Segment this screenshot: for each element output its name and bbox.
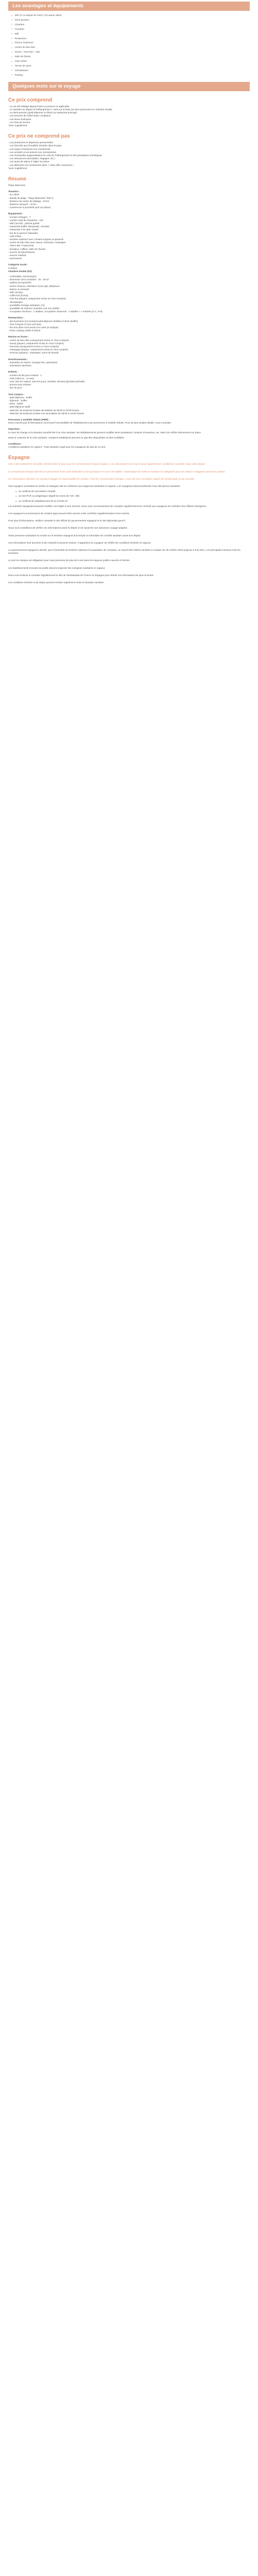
espagne-bullet: ● un certificat de rétablissement de la COVID-19 <box>15 500 250 503</box>
chambre-line: - dimension de la chambre : 25 - 29 m² <box>8 278 49 281</box>
situation-label: Situation : <box>8 190 20 193</box>
espagne-para: Les établissements recevant du public doivent respecter les consignes sanitaires en vigueur. <box>8 566 106 569</box>
enfants-line: - piscine pour enfants <box>8 383 31 386</box>
comprend-line: - Les taxes d'aéroport <box>8 117 31 121</box>
espagne-para: Ces informations sont données à titre indicatif et peuvent évoluer. Il appartient au voyageur de vérifier les conditions d'entrée en vigueur. <box>8 541 151 544</box>
advantage-item: ◆ Parking <box>11 73 254 78</box>
advantages-list <box>11 13 254 78</box>
comprend-line: - Le transfert au départ et l'hébergement 7 nuits sur la base de deux personnes en chambre double <box>8 108 112 111</box>
ne-comprend-line: - Les assurances (annulation, bagages, etc.) <box>8 157 55 160</box>
advantages-title: Les avantages et équipements <box>12 3 84 9</box>
espagne-block <box>8 463 250 584</box>
equipement-line: - bar de la piscine 'Naturalia' <box>8 231 38 234</box>
situation-line: - détails de plage : Playa Mareness° 500 m <box>8 196 54 199</box>
faq-title: Quelques mots sur le voyage <box>12 83 80 89</box>
enfants-line: - nombre de lits pour enfants : 1 <box>8 374 42 377</box>
bien-etre-label: Remise en forme : <box>8 335 29 338</box>
advantage-item: ◆ Centre de bien-être <box>11 45 254 50</box>
espagne-para: Les autorités espagnoles peuvent modifier ces règles à tout moment. Nous vous recommandons de consulter régulièrement les conseils aux voyageurs du ministère des Affaires étrangères. <box>8 504 207 507</box>
espagne-intro: Voici à titre indicatif les formalités d'entrée dans le pays pour les ressortissants français majeurs. Ces informations sont mises à jour régulièrement, veuillez les consulter avant votre départ. <box>8 463 205 466</box>
espagne-para: Les conditions d'entrée et de séjour peuvent évoluer rapidement selon la situation sanitaire. <box>8 581 105 584</box>
equipement-line: - terrasse solarium avec chaises longues et parasols <box>8 238 63 241</box>
tout-compris-line: - sélection de boissons locales non-alcoolisées de 09:00 à 23:00 heures <box>8 412 84 415</box>
enfants-line: - club enfant (4 - 12 ans) <box>8 377 35 380</box>
advantage-item: ◆ WiFi (4 ou départ de Paris (+15 autres villes) <box>11 13 254 18</box>
situation-line: - distance de centre de Malaga : 10 km <box>8 199 50 202</box>
advantage-item: ◆ Demi-pension <box>11 18 254 23</box>
equipement-line: - WiFi (accès) : partout gratuit <box>8 222 40 225</box>
equipement-line: - restaurant à la carte 'Casal' <box>8 228 39 231</box>
covid-text: Dans le contexte de la crise sanitaire, certaines installations peuvent ne pas être disponibles ou être modifiées. <box>8 436 125 439</box>
equipement-line: - restaurant buffet 'Tamarinde', terrasse <box>8 225 50 228</box>
espagne-bullet: ● un certificat de vaccination complet <box>15 490 250 493</box>
equipement-line: - ascenseurs <box>8 257 22 260</box>
ne-comprend-line: - Les pourboires et dépenses personnelles <box>8 141 53 144</box>
advantage-item: ◆ Sauna - hammam - Spa <box>11 50 254 55</box>
ne-comprend-note: *avec supplément <box>8 166 27 170</box>
advantage-item: ◆ Piscine extérieure <box>11 41 254 45</box>
restauration-line: - Tout Compris (3 tout vins bus) <box>8 323 41 326</box>
equipement-line: - boutique, coiffeur, salle de réunion <box>8 247 46 250</box>
espagne-para: Nous vous invitons à consulter régulièrement le site de l'ambassade de France en Espagne pour obtenir les informations les plus récentes. <box>8 573 154 577</box>
comprend-note: *avec supplément <box>8 124 27 127</box>
bien-etre-line: - hammam (uniquement inclus en Tout Compris) <box>8 345 59 348</box>
chambre-line: - balcon ou terrasse <box>8 287 29 291</box>
ne-comprend-line: - Les éléments non mentionnés dans « notre offre comprend » <box>8 163 74 166</box>
resume-text: Playa Mareness <box>8 183 25 187</box>
divertissement-line: - animation en soirée, musique live, spectacles <box>8 361 58 364</box>
espagne-para: Le gouvernement espagnol a décidé, pour l'ensemble du territoire national et la population de Canarias, un nouvel état d'alerte sanitaire à compter du 25 octobre 2020 jusqu'au 9 mai 2021. Les principales mesures sont les suivantes. <box>8 549 240 555</box>
tout-compris-label: Tout compris : <box>8 393 25 396</box>
divertissements-label: Divertissements : <box>8 358 28 361</box>
situation-line: - commerces à proximité (voir sur place) <box>8 206 51 209</box>
enfants-line: - aire de jeux <box>8 386 22 389</box>
tout-compris-line: - sélection de boissons locales alcoolisées de 09:00 à 23:00 heures <box>8 409 79 412</box>
situation-line: - distance aéroport : 15 km <box>8 202 37 206</box>
advantage-item: ◆ Wifi <box>11 32 254 37</box>
details-block <box>8 184 250 449</box>
advantages-banner <box>8 2 250 11</box>
resume-title: Résumé <box>8 176 27 181</box>
equipement-line: - centre de bien-être avec sauna, hammam, massages <box>8 241 66 244</box>
equipement-line: - service de blanchisserie <box>8 250 35 253</box>
advantage-item: ◆ Transfert <box>11 27 254 32</box>
advantage-item: ◆ Chambre <box>11 23 254 27</box>
advantage-item: ◆ Salle de fitness <box>11 55 254 59</box>
tout-compris-line: - déjeuner : buffet <box>8 399 27 402</box>
equipement-line: - nombre d'étages : 7 <box>8 215 31 218</box>
equipement-line: - 'Disco Bar' Tropical bar <box>8 244 34 247</box>
restauration-label: Restauration : <box>8 316 24 319</box>
espagne-bullet: ● un test PCR ou antigénique négatif de moins de 72h / 48h <box>15 495 250 498</box>
chambre-line: - coffre-fort (inclus) <box>8 294 28 297</box>
chambre-type-label: chambre double (DZ) <box>8 269 32 273</box>
chambre-line: - confortable, lumineuse(s) <box>8 275 37 278</box>
chambre-line: - possibilité de réserver chambre vue mer (DZM) <box>8 307 59 310</box>
bien-etre-line: - services (payant) : massages, soins de beauté <box>8 351 59 354</box>
enfants-line: - mini club (en saison, tous les jours, activités, piscine) (pendant période) <box>8 380 85 383</box>
conditions-text: Conditions sanitaires en vigueur : Pass sanitaire exigé pour les voyageurs de plus de 12 ans. <box>8 446 106 449</box>
chambre-line: - WiFi (inclus) <box>8 291 23 294</box>
advantage-item: ◆ Terrain de sport <box>11 64 254 69</box>
faq-banner <box>8 82 250 91</box>
divertissement-line: - animations sportives <box>8 364 31 367</box>
espagne-para: Les voyageurs en provenance de certains pays peuvent être soumis à des contrôles supplémentaires à leur arrivée. <box>8 512 130 515</box>
espagne-para: Les informations données ne sauraient engager la responsabilité du vendeur. Pour les ressortissants étrangers, merci de vous renseigner auprès de l'ambassade ou du consulat. <box>8 477 195 480</box>
situation-line: - au calme <box>8 193 20 196</box>
espagne-para: Nous vous conseillons de vérifier ces informations avant le départ et de souscrire une assurance voyage adaptée. <box>8 527 128 530</box>
advantage-item: ◆ Club enfant <box>11 59 254 64</box>
ne-comprend-line: - Les activités et excursions non mentionnées <box>8 150 56 154</box>
conditions-label: Conditions : <box>8 442 22 445</box>
important-label: Important : <box>8 428 21 431</box>
chambre-line: - sèche-cheveux, télévision écran plat, téléphone <box>8 284 60 287</box>
ne-comprend-block <box>8 141 250 170</box>
espagne-bullets <box>15 490 250 503</box>
equipement-line: - nombre total de chambres : 120 <box>8 218 43 222</box>
espagne-para: Pour plus d'informations, veuillez consulter le site officiel du gouvernement espagnol et le site diplomatie.gouv.fr. <box>8 519 126 522</box>
comprend-line: - Le vol A/R Malaga depuis Paris ou province si applicable <box>8 105 70 108</box>
chambre-line: - climatisation <box>8 300 23 303</box>
chambre-line: - possibilité d'usage individuel, (CI) <box>8 303 45 307</box>
tout-compris-line: - petit-déjeuner tardif <box>8 405 30 409</box>
ne-comprend-line: - Les éventuelles augmentations du coût de l'hébergement et des prestations touristiques <box>8 154 102 157</box>
comprend-line: - La demi-pension (petit-déjeuner et dîner) au restaurant principal <box>8 111 77 114</box>
bien-etre-line: - sauna (payant, uniquement inclus en Tout Compris) <box>8 342 64 345</box>
tout-compris-line: - dîner : buffet <box>8 402 23 405</box>
chambre-line: - mini-bar (payant, uniquement inclus en Tout Compris) <box>8 297 66 300</box>
bien-etre-line: - centre de bien-être (uniquement inclus en Tout Compris) <box>8 338 69 342</box>
espagne-para: Le port du masque est obligatoire pour toute personne de plus de 6 ans dans les espaces publics ouverts et fermés. <box>8 559 130 562</box>
comprend-line: - Les frais de service <box>8 121 30 124</box>
espagne-para: Tout voyageur souhaitant se rendre en Espagne doit se conformer aux exigences sanitaires en vigueur. Les voyageurs doivent présenter l'une des pièces suivantes : <box>8 484 182 487</box>
bien-etre-line: - massages (payant, uniquement inclus en Tout Compris) <box>8 348 69 351</box>
advantage-item: ◆ Climatisation <box>11 69 254 73</box>
mobilite-label: Personnes à mobilité réduite (PMR) : <box>8 418 50 421</box>
chambres-label: Catégorie locale : <box>8 263 28 266</box>
advantage-item: ◆ Restaurant <box>11 37 254 41</box>
restauration-line: - show cooking, buffet à thème <box>8 329 41 332</box>
espagne-title: Espagne <box>8 455 30 461</box>
page <box>0 2 258 587</box>
chambre-line: - occupation minimum : 2 adultes; occupation maximum : 2 adultes + 1 enfants (2+1, 3+0) <box>8 310 103 313</box>
ne-comprend-line: - Les taxes de séjour à régler sur place <box>8 160 50 163</box>
comprend-block <box>8 105 250 127</box>
tout-compris-line: - petit-déjeuner : buffet <box>8 396 33 399</box>
ne-comprend-line: - Les frais liés aux formalités d'entrée dans le pays <box>8 144 62 147</box>
espagne-para: Toute personne souhaitant se rendre sur le territoire espagnol doit remplir un formulaire de contrôle sanitaire avant son départ. <box>8 534 141 537</box>
equipement-line: - club enfant <box>8 234 22 238</box>
espagne-para: Le ressortissant français doit être en possession d'une carte d'identité ou d'un passeport en cours de validité. L'autorisation de sortie du territoire est obligatoire pour les mineurs voyageant sans leurs parents. <box>8 470 226 473</box>
restauration-line: - les vins dîner sont servis à la carte (si indiqué) <box>8 326 59 329</box>
comprend-line: - Les services de l'hôtel selon conditions <box>8 114 51 117</box>
ne-comprend-line: - Les repas et boissons non mentionnés <box>8 147 51 150</box>
chambre-line: - salle(s) de bains/WC <box>8 281 32 284</box>
equipements-label: Équipement : <box>8 212 24 215</box>
enfants-label: Enfants : <box>8 370 19 374</box>
comprend-title: Ce prix comprend <box>8 97 53 103</box>
chambres-value: 5 étoiles <box>8 266 18 269</box>
equipement-line: - service médical <box>8 254 26 257</box>
mobilite-text: Nous n'avons pas d'informations concernant l'accessibilité de l'établissement aux personnes à mobilité réduite. Pour de plus amples détails, nous consulter. <box>8 421 172 425</box>
restauration-line: - demi-pension (H) (compris petit-déjeuner (buffet) et dîner (buffet) <box>8 319 78 323</box>
important-text: Le taux de change et la situation actuelle liée à la crise sanitaire, les établissements peuvent modifier leurs prestations, horaires d'ouverture, etc. Merci de vérifier directement sur place. <box>8 431 202 434</box>
ne-comprend-title: Ce prix ne comprend pas <box>8 133 70 140</box>
